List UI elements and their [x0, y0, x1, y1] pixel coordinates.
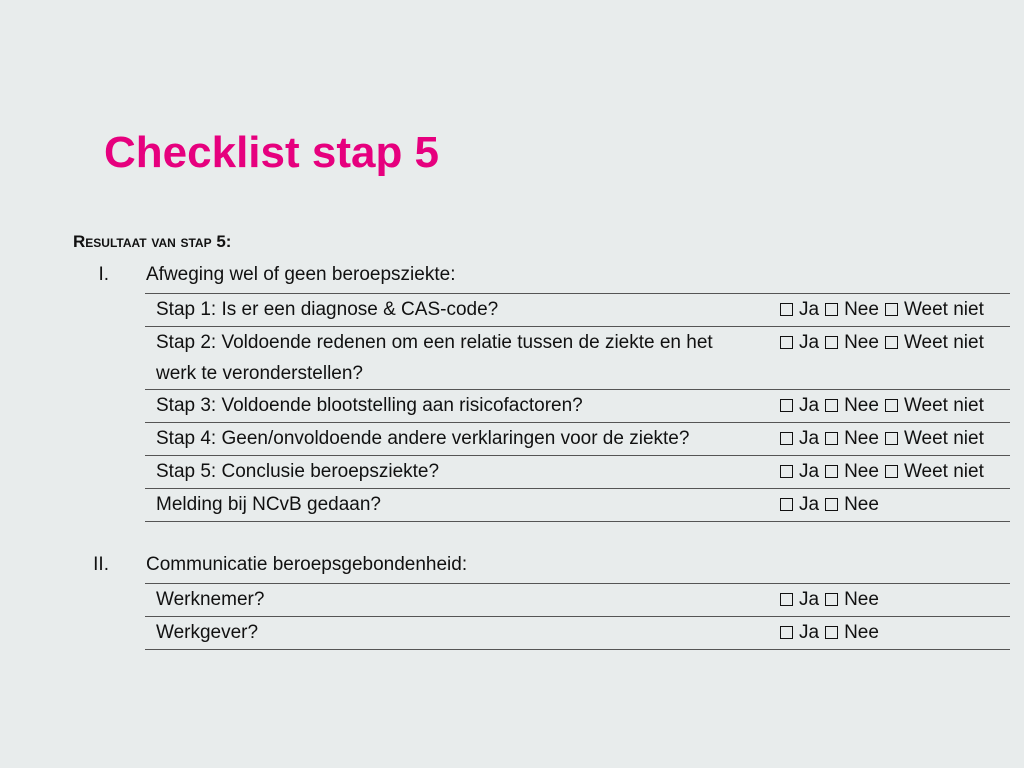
checkbox-icon[interactable] [780, 336, 793, 349]
option-ja-checkbox[interactable] [780, 294, 819, 325]
option-label: Ja [799, 589, 820, 610]
checkbox-icon[interactable] [825, 465, 838, 478]
checkbox-icon[interactable] [885, 303, 898, 316]
checklist-table-2 [145, 583, 1010, 650]
option-ja-checkbox[interactable] [780, 456, 819, 487]
checkbox-icon[interactable] [825, 498, 838, 511]
option-label: Weet niet [903, 395, 984, 416]
option-label: Ja [799, 494, 820, 515]
checkbox-icon[interactable] [825, 626, 838, 639]
checkbox-icon[interactable] [780, 498, 793, 511]
answer-options [768, 390, 1010, 422]
question-text: Werkgever? [145, 617, 768, 649]
table-row [145, 327, 1010, 390]
option-nee-checkbox[interactable] [825, 390, 879, 421]
answer-options [768, 489, 1010, 521]
option-nee-checkbox[interactable] [825, 423, 879, 454]
question-text: Melding bij NCvB gedaan? [145, 489, 768, 521]
option-label: Weet niet [903, 428, 984, 449]
option-weet-niet-checkbox[interactable] [885, 423, 984, 454]
option-nee-checkbox[interactable] [825, 294, 879, 325]
group-2-numeral: II. [93, 554, 109, 575]
option-weet-niet-checkbox[interactable] [885, 327, 984, 358]
checkbox-icon[interactable] [885, 465, 898, 478]
checklist-table-1 [145, 293, 1010, 522]
checkbox-icon[interactable] [885, 336, 898, 349]
option-weet-niet-checkbox[interactable] [885, 390, 984, 421]
table-row [145, 456, 1010, 489]
question-text: Werknemer? [145, 584, 768, 616]
option-ja-checkbox[interactable] [780, 489, 819, 520]
option-ja-checkbox[interactable] [780, 327, 819, 358]
answer-options [768, 617, 1010, 649]
option-ja-checkbox[interactable] [780, 390, 819, 421]
group-1-heading: Afweging wel of geen beroepsziekte: [146, 264, 456, 285]
question-text: Stap 2: Voldoende redenen om een relatie tussen de ziekte en het werk te veronderstellen? [145, 327, 768, 389]
checkbox-icon[interactable] [780, 593, 793, 606]
option-label: Ja [799, 299, 820, 320]
option-label: Weet niet [903, 299, 984, 320]
option-nee-checkbox[interactable] [825, 489, 879, 520]
table-row [145, 584, 1010, 617]
option-label: Nee [844, 299, 879, 320]
option-weet-niet-checkbox[interactable] [885, 456, 984, 487]
checkbox-icon[interactable] [780, 303, 793, 316]
option-nee-checkbox[interactable] [825, 584, 879, 615]
group-1-numeral: I. [98, 264, 109, 285]
checkbox-icon[interactable] [825, 399, 838, 412]
checkbox-icon[interactable] [780, 626, 793, 639]
table-row [145, 390, 1010, 423]
option-label: Weet niet [903, 332, 984, 353]
option-label: Nee [844, 332, 879, 353]
option-label: Nee [844, 494, 879, 515]
section-heading: Resultaat van stap 5: [73, 232, 232, 251]
question-text: Stap 4: Geen/onvoldoende andere verklaringen voor de ziekte? [145, 423, 768, 455]
answer-options [768, 327, 1010, 389]
checkbox-icon[interactable] [825, 303, 838, 316]
table-row [145, 423, 1010, 456]
option-label: Ja [799, 332, 820, 353]
answer-options [768, 294, 1010, 326]
option-label: Nee [844, 428, 879, 449]
page-title: Checklist stap 5 [104, 128, 440, 177]
option-label: Nee [844, 395, 879, 416]
option-label: Nee [844, 461, 879, 482]
option-weet-niet-checkbox[interactable] [885, 294, 984, 325]
checkbox-icon[interactable] [825, 336, 838, 349]
checkbox-icon[interactable] [780, 399, 793, 412]
checkbox-icon[interactable] [825, 593, 838, 606]
answer-options [768, 456, 1010, 488]
checkbox-icon[interactable] [885, 432, 898, 445]
answer-options [768, 584, 1010, 616]
option-label: Ja [799, 461, 820, 482]
table-row [145, 617, 1010, 650]
option-label: Weet niet [903, 461, 984, 482]
table-row [145, 489, 1010, 522]
table-row [145, 294, 1010, 327]
option-label: Ja [799, 428, 820, 449]
checkbox-icon[interactable] [780, 465, 793, 478]
group-2-heading: Communicatie beroepsgebondenheid: [146, 554, 468, 575]
answer-options [768, 423, 1010, 455]
option-nee-checkbox[interactable] [825, 327, 879, 358]
question-text: Stap 5: Conclusie beroepsziekte? [145, 456, 768, 488]
option-ja-checkbox[interactable] [780, 423, 819, 454]
option-label: Nee [844, 622, 879, 643]
option-nee-checkbox[interactable] [825, 456, 879, 487]
question-text: Stap 3: Voldoende blootstelling aan risicofactoren? [145, 390, 768, 422]
option-label: Ja [799, 622, 820, 643]
option-label: Nee [844, 589, 879, 610]
question-text: Stap 1: Is er een diagnose & CAS-code? [145, 294, 768, 326]
option-nee-checkbox[interactable] [825, 617, 879, 648]
option-label: Ja [799, 395, 820, 416]
checkbox-icon[interactable] [885, 399, 898, 412]
checkbox-icon[interactable] [780, 432, 793, 445]
option-ja-checkbox[interactable] [780, 584, 819, 615]
option-ja-checkbox[interactable] [780, 617, 819, 648]
checkbox-icon[interactable] [825, 432, 838, 445]
